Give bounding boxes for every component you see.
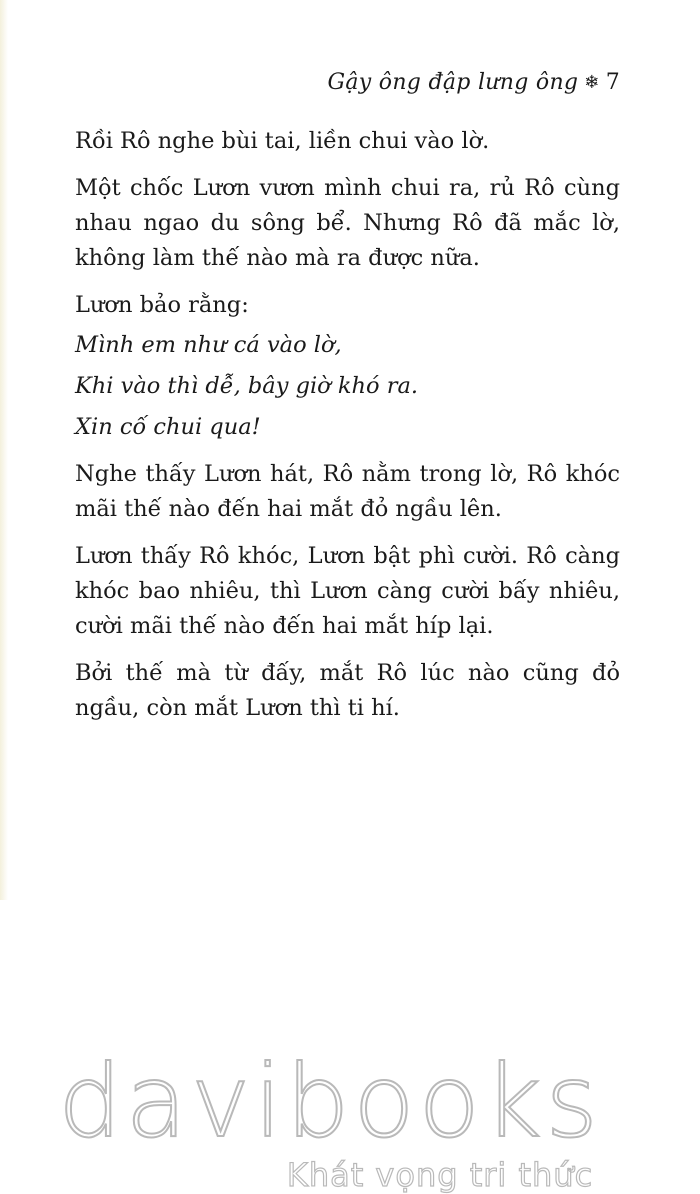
watermark: [0, 1043, 700, 1194]
watermark-tagline: Khát vọng tri thức: [286, 1156, 594, 1194]
paragraph: Lươn bảo rằng:: [75, 292, 249, 318]
running-head: [327, 70, 620, 95]
page-edge-shadow: [0, 0, 8, 900]
paragraph: Bởi thế mà từ đấy, mắt Rô lúc nào cũng đỏ ngầu, còn mắt Lươn thì ti hí.: [75, 660, 620, 721]
running-head-title: Gậy ông đập lưng ông: [327, 70, 579, 95]
page-number: 7: [605, 70, 620, 95]
watermark-brand: davibooks: [58, 1043, 602, 1160]
paragraph: Một chốc Lươn vươn mình chui ra, rủ Rô cùng nhau ngao du sông bể. Nhưng Rô đã mắc lờ, không làm thế nào mà ra được nữa.: [75, 175, 620, 271]
verse-line: Khi vào thì dễ, bây giờ khó ra.: [75, 373, 419, 399]
page-body: [75, 124, 620, 738]
verse-line: Xin cố chui qua!: [75, 414, 261, 440]
paragraph: Lươn thấy Rô khóc, Lươn bật phì cười. Rô càng khóc bao nhiêu, thì Lươn càng cười bấy nhiêu, cười mãi thế nào đến hai mắt híp lại.: [75, 543, 620, 639]
paragraph: Rồi Rô nghe bùi tai, liền chui vào lờ.: [75, 128, 490, 154]
snowflake-icon: ❄: [584, 72, 600, 93]
paragraph: Nghe thấy Lươn hát, Rô nằm trong lờ, Rô khóc mãi thế nào đến hai mắt đỏ ngầu lên.: [75, 461, 620, 522]
verse-line: Mình em như cá vào lờ,: [75, 332, 342, 358]
